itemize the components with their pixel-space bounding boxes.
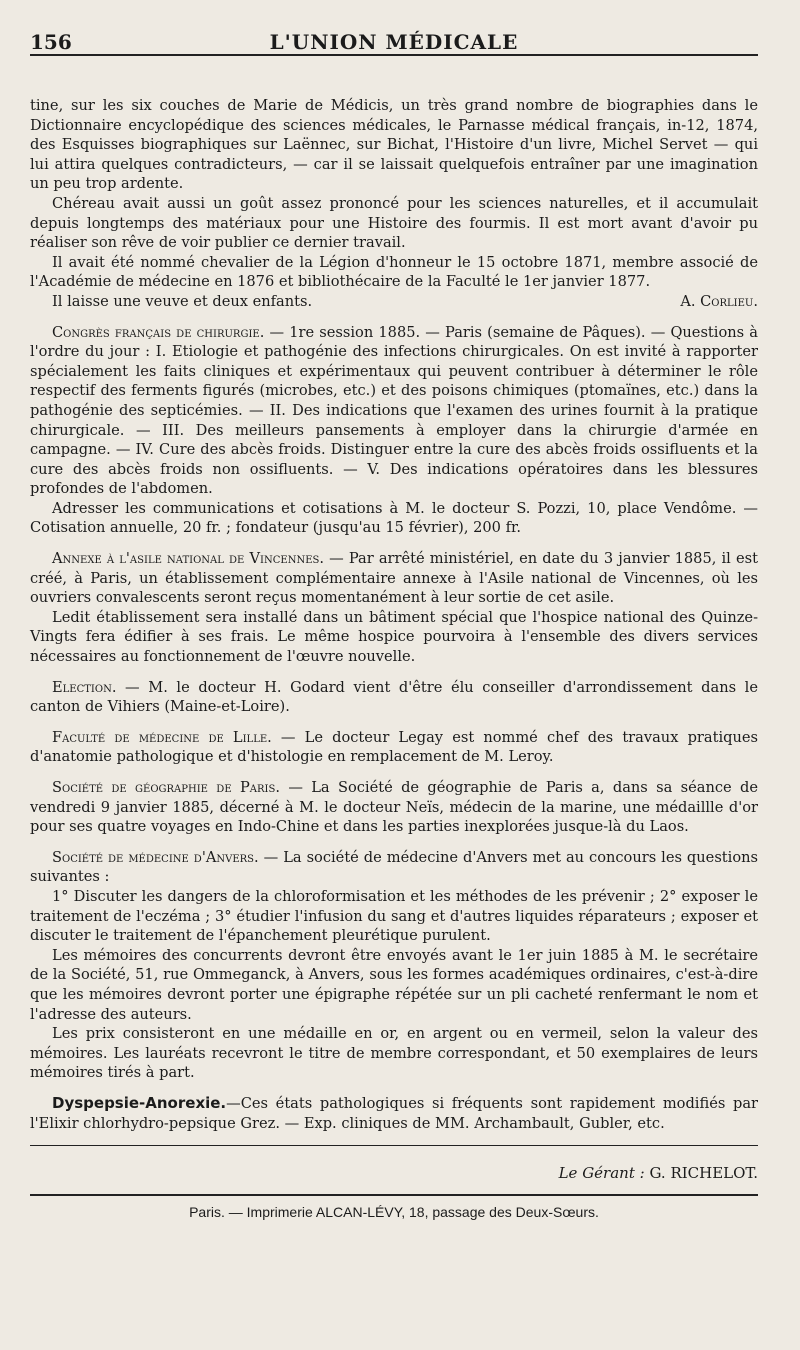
- article-body: [30, 96, 758, 1133]
- gerant-name: G. RICHELOT.: [644, 1164, 758, 1183]
- obituary-paragraph-3: Il avait été nommé chevalier de la Légion d'honneur le 15 octobre 1871, membre associé de l'Académie de médecine en 1876 et bibliothécaire de la Faculté le 1er janvier 1877.: [30, 253, 758, 291]
- section-asile: Annexe à l'asile national de Vincennes. — Par arrêté ministériel, en date du 3 janvier 1885, il est créé, à Paris, un établissement complémentaire annexe à l'Asile national de Vincennes, où les ouvriers convalescents seront reçus momentanément à leur sortie de cet asile.: [30, 550, 758, 607]
- page-number: 156: [30, 30, 72, 54]
- page-header: [30, 22, 758, 56]
- section-anvers-prizes: Les prix consisteront en une médaille en or, en argent ou en vermeil, selon la valeur des mémoires. Les lauréats recevront le titre de membre correspondant, et 50 exemplaires de leurs mémoires tirés à part.: [30, 1025, 758, 1082]
- journal-title: L'UNION MÉDICALE: [269, 30, 519, 54]
- page: [30, 22, 758, 1220]
- divider: [30, 1145, 758, 1146]
- divider: [30, 1194, 758, 1196]
- gerant-label: Le Gérant :: [558, 1164, 645, 1183]
- obituary-paragraph-2: Chéreau avait aussi un goût assez prononcé pour les sciences naturelles, et il accumulait depuis longtemps des matériaux pour une Histoire des fourmis. Il est mort avant d'avoir pu réaliser son rêve de voir publier ce dernier travail.: [30, 194, 758, 252]
- obituary-paragraph-4: Il laisse une veuve et deux enfants.: [52, 292, 313, 310]
- obituary-paragraph-1: tine, sur les six couches de Marie de Médicis, un très grand nombre de biographies dans le Dictionnaire encyclopédique des sciences médicales, le Parnasse médical français, in-12, 1874, des Esquisses biographiques sur Laënnec, sur Bichat, l'Histoire d'un livre, Michel Servet — qui lui attira quelques contradicteurs, — car il se laissait quelquefois entraîner par une imagination un peu trop ardente.: [30, 97, 758, 193]
- section-congres-address: Adresser les communications et cotisations à M. le docteur S. Pozzi, 10, place Vendôme. — Cotisation annuelle, 20 fr. ; fondateur (jusqu'au 15 février), 200 fr.: [30, 499, 758, 537]
- advertisement-title: Dyspepsie-Anorexie.: [52, 1093, 227, 1112]
- obituary-signature: A. Corlieu.: [680, 292, 758, 310]
- section-title: Société de géographie de Paris.: [52, 779, 280, 796]
- section-title: Congrès français de chirurgie.: [52, 323, 265, 341]
- advertisement: [30, 1094, 758, 1133]
- section-anvers: Société de médecine d'Anvers. — La société de médecine d'Anvers met au concours les questions suivantes :: [30, 848, 759, 886]
- section-anvers-submission: Les mémoires des concurrents devront être envoyés avant le 1er juin 1885 à M. le secrétaire de la Société, 51, rue Ommeganck, à Anvers, sous les formes académiques ordinaires, c'est-à-dire que les mémoires devront porter une épigraphe répétée sur un pli cacheté renfermant le nom et l'adresse des auteurs.: [30, 946, 758, 1023]
- section-asile-detail: Ledit établissement sera installé dans un bâtiment spécial que l'hospice national des Quinze-Vingts fera édifier à ses frais. Le même hospice pourvoira à l'ensemble des divers services nécessaires au fonctionnement de l'œuvre nouvelle.: [30, 608, 758, 666]
- obituary-closing: [30, 292, 758, 312]
- section-title: Société de médecine d'Anvers.: [52, 848, 259, 866]
- section-anvers-questions: 1° Discuter les dangers de la chloroformisation et les méthodes de les prévenir ; 2° exposer le traitement de l'eczéma ; 3° étudier l'infusion du sang et d'autres liquides réparateurs ; exposer et discuter le traitement de l'épanchement pleurétique purulent.: [30, 887, 758, 945]
- section-title: Faculté de médecine de Lille.: [52, 728, 272, 746]
- gerant-line: [30, 1164, 758, 1182]
- advertisement-text: —Ces états pathologiques si fréquents sont rapidement modifiés par l'Elixir chlorhydro-pepsique Grez. — Exp. cliniques de MM. Archambault, Gubler, etc.: [30, 1094, 758, 1132]
- section-election: Election. — M. le docteur H. Godard vient d'être élu conseiller d'arrondissement dans le canton de Vihiers (Maine-et-Loire).: [30, 678, 758, 716]
- section-title: Annexe à l'asile national de Vincennes.: [52, 550, 324, 568]
- imprint: Paris. — Imprimerie ALCAN-LÉVY, 18, passage des Deux-Sœurs.: [189, 1204, 599, 1221]
- section-congres: Congrès français de chirurgie. — 1re session 1885. — Paris (semaine de Pâques). — Questions à l'ordre du jour : I. Etiologie et pathogénie des infections chirurgicales. On est invité à rapporter spécialement les faits cliniques et expérimentaux qui peuvent contribuer à déterminer le rôle respectif des ferments figurés (microbes, etc.) et des poisons chimiques (ptomaïnes, etc.) dans la pathogénie des septicémies. — II. Des indications que l'examen des urines fournit à la pratique chirurgicale. — III. Des meilleurs pansements à employer dans la chirurgie d'armée en campagne. — IV. Cure des abcès froids. Distinguer entre la cure des abcès froids ossifluents et la cure des abcès froids non ossifluents. — V. Des indications opératoires dans les blessures profondes de l'abdomen.: [30, 323, 758, 498]
- section-lille: Faculté de médecine de Lille. — Le docteur Legay est nommé chef des travaux pratiques d'anatomie pathologique et d'histologie en remplacement de M. Leroy.: [30, 728, 758, 766]
- section-title: Election.: [52, 678, 117, 696]
- section-geographie: Société de géographie de Paris. — La Société de géographie de Paris a, dans sa séance de vendredi 9 janvier 1885, décerné à M. le docteur Neïs, médecin de la marine, une médaillle d'or pour ses quatre voyages en Indo-Chine et dans les parties inexplorées jusque-là du Laos.: [30, 779, 758, 836]
